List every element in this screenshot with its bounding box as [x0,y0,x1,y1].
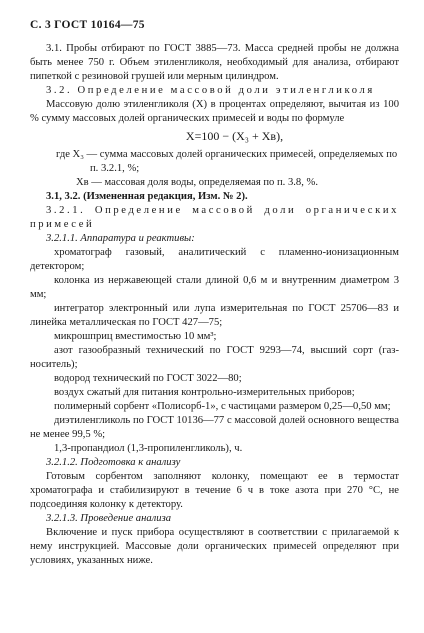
section-3-2-1-title: 3.2.1. Определение массовой доли органических примесей [30,205,399,230]
formula-text: X=100 − (X₃ + Xв), [185,129,284,143]
section-3-2-1-2-title: 3.2.1.2. Подготовка к анализу [46,457,181,468]
page-header: С. 3 ГОСТ 10164—75 [30,19,145,31]
section-3-2-1-3-text: Включение и пуск прибора осуществляют в соответствии с прилагаемой к нему инструкцией. Массовые доли органических примесей определяют при условиях, указанных ниже. [30,527,399,566]
section-3-2-1-2-text: Готовым сорбентом заполняют колонку, помещают ее в термостат хроматографа и стабилизируют в течение 6 ч в токе азота при 270 °С, не подсоединяя колонку к детектору. [30,471,399,510]
list-item: диэтиленгликоль по ГОСТ 10136—77 с массовой долей основного вещества не менее 99,5 %; [30,415,399,440]
list-item: водород технический по ГОСТ 3022—80; [54,373,242,384]
list-item: колонка из нержавеющей стали длиной 0,6 м и внутренним диаметром 3 мм; [30,275,399,300]
section-3-2-title: 3.2. Определение массовой доли этиленгликоля [46,85,375,96]
legend-x3: где X₃ — сумма массовых долей органических примесей, определяемых по п. 3.2.1, %; [56,149,398,174]
list-item: воздух сжатый для питания контрольно-измерительных приборов; [54,387,355,398]
list-item: интегратор электронный или лупа измерительная по ГОСТ 25706—83 и линейка металлическая по ГОСТ 427—75; [30,303,399,328]
paragraph-3-1: 3.1. Пробы отбирают по ГОСТ 3885—73. Масса средней пробы не должна быть менее 750 г. Объем этиленгликоля, необходимый для анализа, отбирают пипеткой с резиновой грушей или мерным цилиндром. [30,43,399,82]
section-3-2-1-3-title: 3.2.1.3. Проведение анализа [46,513,171,524]
list-item: 1,3-пропандиол (1,3-пропиленгликоль), ч. [54,443,243,454]
section-3-2-1-1-title: 3.2.1.1. Аппаратура и реактивы: [46,233,195,244]
list-item: азот газообразный технический по ГОСТ 9293—74, высший сорт (газ-носитель); [30,345,399,370]
formula-legend [30,148,399,190]
section-3-2-text: Массовую долю этиленгликоля (X) в процентах определяют, вычитая из 100 % сумму массовых долей органических примесей и воды по формуле [30,99,399,124]
equipment-list [30,246,399,456]
list-item: микрошприц вместимостью 10 мм³; [54,331,217,342]
amendment-note: 3.1, 3.2. (Измененная редакция, Изм. № 2). [46,191,248,202]
legend-xv: Xв — массовая доля воды, определяемая по п. 3.8, %. [76,177,318,188]
formula [70,129,399,144]
list-item: полимерный сорбент «Полисорб-1», с частицами размером 0,25—0,50 мм; [54,401,391,412]
list-item: хроматограф газовый, аналитический с пламенно-ионизационным детектором; [30,247,399,272]
